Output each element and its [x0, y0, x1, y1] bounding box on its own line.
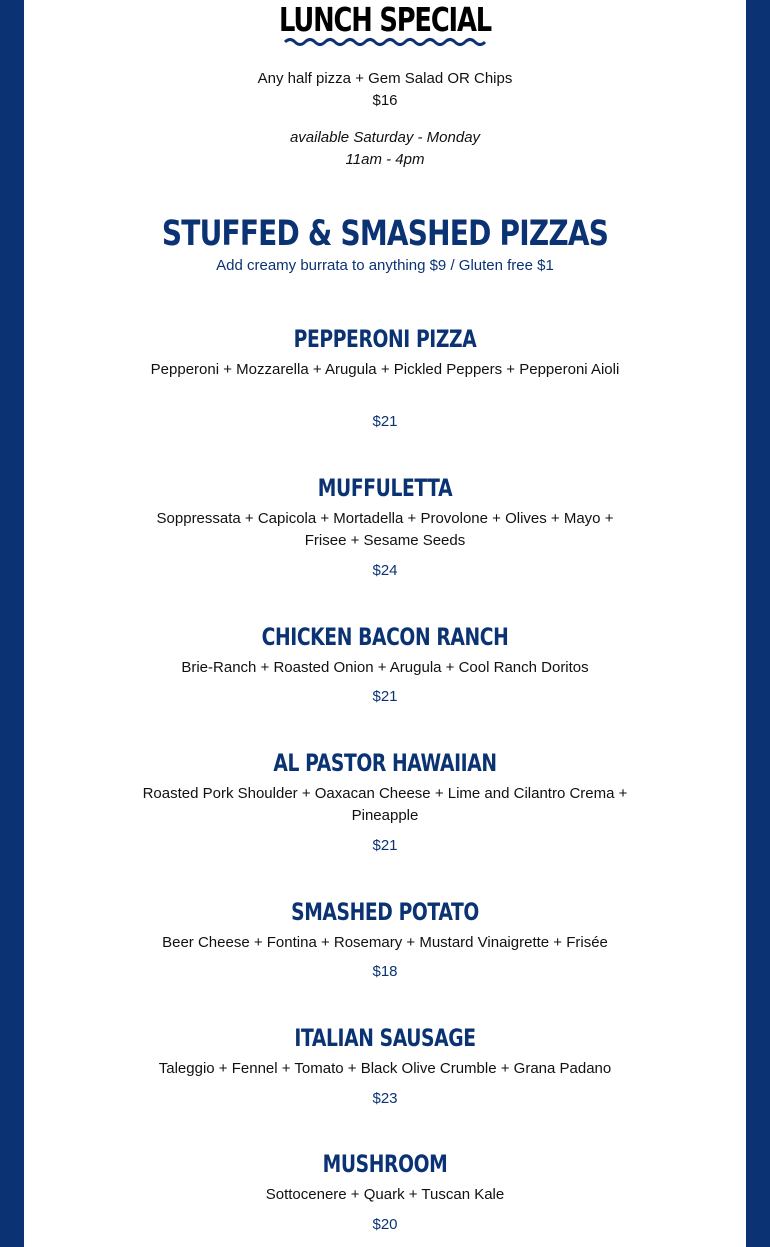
lunch-offer: Any half pizza + Gem Salad OR Chips	[257, 70, 513, 87]
menu-item-description: Taleggio + Fennel + Tomato + Black Olive Crumble + Grana Padano	[158, 1060, 612, 1077]
section-title: STUFFED & SMASHED PIZZAS	[161, 214, 609, 254]
menu-item-price: $20	[372, 1216, 398, 1233]
menu-item-description: Sottocenere + Quark + Tuscan Kale	[265, 1186, 505, 1203]
menu-page	[24, 0, 746, 1247]
menu-item-name: AL PASTOR HAWAIIAN	[273, 749, 497, 777]
menu-item-price: $24	[372, 562, 398, 579]
menu-item-description: Brie-Ranch + Roasted Onion + Arugula + Cool Ranch Doritos	[181, 659, 589, 676]
menu-item-name: SMASHED POTATO	[291, 898, 479, 926]
lunch-special-title: LUNCH SPECIAL	[279, 0, 491, 39]
menu-item-price: $23	[372, 1090, 398, 1107]
menu-item-name: MUFFULETTA	[317, 474, 453, 502]
section-subtitle: Add creamy burrata to anything $9 / Gluten free $1	[216, 257, 554, 274]
lunch-availability-hours: 11am - 4pm	[345, 151, 425, 168]
menu-item-name: ITALIAN SAUSAGE	[294, 1024, 476, 1052]
menu-item-price: $21	[372, 413, 398, 430]
menu-item-description: Roasted Pork Shoulder + Oaxacan Cheese + Lime and Cilantro Crema + Pineapple	[142, 785, 628, 824]
wavy-underline	[284, 36, 486, 48]
menu-item-name: PEPPERONI PIZZA	[293, 325, 477, 353]
menu-item-description: Beer Cheese + Fontina + Rosemary + Mustard Vinaigrette + Frisée	[162, 934, 608, 951]
menu-item-price: $18	[372, 963, 398, 980]
menu-item-name: CHICKEN BACON RANCH	[261, 623, 509, 651]
menu-item-name: MUSHROOM	[322, 1150, 448, 1178]
menu-item-price: $21	[372, 837, 398, 854]
menu-item-description: Soppressata + Capicola + Mortadella + Provolone + Olives + Mayo + Frisee + Sesame Seeds	[156, 510, 614, 549]
lunch-price: $16	[372, 92, 398, 109]
menu-item-description: Pepperoni + Mozzarella + Arugula + Pickled Peppers + Pepperoni Aioli	[150, 361, 620, 378]
menu-item-price: $21	[372, 688, 398, 705]
lunch-availability-days: available Saturday - Monday	[289, 129, 481, 146]
